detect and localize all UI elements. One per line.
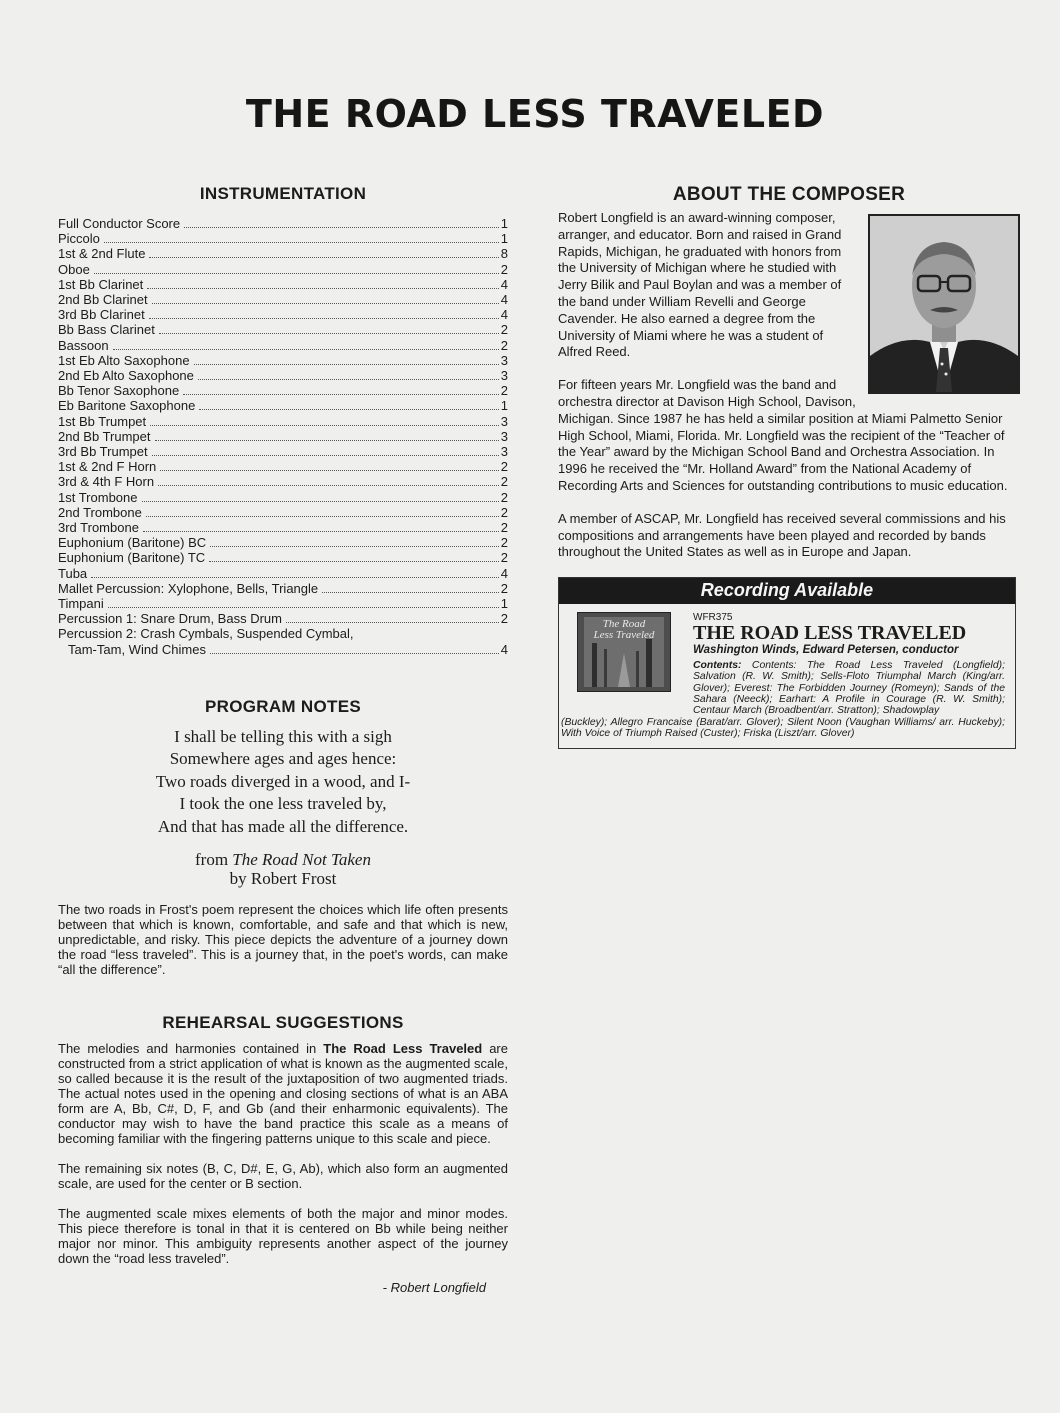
dot-leader — [94, 272, 499, 274]
instrument-count: 3 — [500, 352, 508, 368]
instrument-name: 3rd & 4th F Horn — [58, 474, 155, 490]
dot-leader — [210, 652, 499, 654]
instrument-name: Euphonium (Baritone) TC — [58, 550, 206, 566]
instrument-name: Oboe — [58, 261, 90, 277]
instrument-row — [58, 535, 508, 550]
about-heading: ABOUT THE COMPOSER — [672, 184, 906, 205]
signature: - Robert Longfield — [382, 1280, 486, 1296]
instrument-name: Bb Tenor Saxophone — [58, 383, 180, 399]
rehearsal-paragraph-1 — [58, 1041, 508, 1146]
instrument-row — [58, 505, 508, 520]
dot-leader — [149, 256, 498, 258]
instrument-count: 8 — [500, 246, 508, 262]
instrument-name: 1st Bb Trumpet — [58, 413, 147, 429]
instrumentation-heading: INSTRUMENTATION — [199, 184, 367, 203]
recording-box — [558, 577, 1016, 749]
instrument-name: 1st Bb Clarinet — [58, 276, 144, 292]
instrument-count: 3 — [500, 368, 508, 384]
dot-leader — [322, 591, 499, 593]
instrument-name: 2nd Bb Clarinet — [58, 292, 148, 308]
dot-leader — [152, 454, 499, 456]
instrument-count: 4 — [500, 307, 508, 323]
instrument-count: 2 — [500, 383, 508, 399]
rehearsal-p1-prefix: The melodies and harmonies contained in — [58, 1041, 324, 1057]
rehearsal-p1-title: The Road Less Traveled — [323, 1041, 483, 1057]
recording-header: Recording Available — [559, 578, 1015, 604]
instrument-count: 3 — [500, 444, 508, 460]
instrument-row — [58, 292, 508, 307]
instrument-name: 1st & 2nd Flute — [58, 246, 146, 262]
dot-leader — [184, 226, 499, 228]
instrument-name-continued: Tam-Tam, Wind Chimes — [68, 641, 206, 657]
instrument-count: 2 — [500, 611, 508, 627]
program-notes-section — [58, 697, 508, 978]
poem-source-title: The Road Not Taken — [232, 850, 371, 870]
dot-leader — [91, 576, 499, 578]
instrument-row — [58, 368, 508, 383]
rehearsal-p1-rest: are constructed from a strict application of what is known as the augmented scale, so called because it is the result of the juxtaposition of two augmented triads. The actual notes used in the opening and closing sections of what is an ABA form are A, Bb, C#, D, F, and Gb (and their enharmonic equivalents). The conductor may wish to have the band practice this scale as a means of becoming familiar with the fingering patterns unique to this scale and piece. — [58, 1041, 508, 1147]
contents-text: Contents: The Road Less Traveled (Longfield); Salvation (R. W. Smith); Sells-Floto Triumphal March (King/arr. Glover); Everest: The Forbidden Journey (Romeyn); Sands of the Sahara (Neeck); Earhart: A Profile in Courage (R. W. Smith); Centaur March (Broadbent/arr. Stratton); Shadowplay — [693, 660, 1005, 717]
instrument-count: 2 — [500, 580, 508, 596]
dot-leader — [146, 515, 499, 517]
instrumentation-list — [58, 216, 508, 657]
dot-leader — [199, 408, 498, 410]
instrument-name: Mallet Percussion: Xylophone, Bells, Triangle — [58, 580, 319, 596]
instrument-count: 4 — [500, 276, 508, 292]
contents-part-2: (Buckley); Allegro Francaise (Barat/arr. Glover); Silent Noon (Vaughan Williams/ arr. Huckeby); With Voice of Triumph Raised (Custer); Friska (Liszt/arr. Glover) — [561, 716, 1005, 739]
instrument-count: 2 — [500, 337, 508, 353]
instrument-row — [58, 429, 508, 444]
instrument-row — [58, 383, 508, 398]
instrument-name: Bb Bass Clarinet — [58, 322, 155, 338]
program-notes-heading: PROGRAM NOTES — [205, 696, 361, 716]
instrument-row — [58, 596, 508, 611]
dot-leader — [158, 484, 499, 486]
dot-leader — [150, 424, 499, 426]
instrument-name: Percussion 2: Crash Cymbals, Suspended Cymbal, — [58, 626, 354, 642]
instrument-row — [58, 353, 508, 368]
instrument-row — [58, 490, 508, 505]
dot-leader — [198, 378, 499, 380]
cd-title-line: Less Traveled — [593, 629, 655, 642]
instrument-name: Piccolo — [58, 231, 100, 247]
contents-part-1 — [693, 660, 1005, 716]
instrument-row — [58, 322, 508, 337]
dot-leader — [159, 332, 499, 334]
dot-leader — [142, 500, 499, 502]
instrument-count: 2 — [500, 474, 508, 490]
instrument-count: 3 — [500, 428, 508, 444]
dot-leader — [147, 287, 499, 289]
instrument-count: 4 — [500, 565, 508, 581]
instrument-row — [58, 216, 508, 231]
poem-line: And that has made all the difference. — [157, 816, 409, 836]
instrument-name: 1st Eb Alto Saxophone — [58, 352, 190, 368]
instrument-row — [58, 414, 508, 429]
instrument-row — [58, 231, 508, 246]
instrument-row — [58, 626, 508, 641]
instrument-count: 2 — [500, 322, 508, 338]
rehearsal-paragraph-3: The augmented scale mixes elements of both the major and minor modes. This piece therefore is tonal in that it is centered on Bb while being neither major nor minor. This ambiguity represents another aspect of the journey down the “road less traveled”. — [58, 1206, 508, 1267]
instrument-name: 2nd Eb Alto Saxophone — [58, 368, 194, 384]
instrument-row — [58, 246, 508, 261]
dot-leader — [143, 530, 499, 532]
instrument-row — [58, 444, 508, 459]
cd-title-line: The Road — [602, 618, 646, 631]
instrument-count: 1 — [500, 398, 508, 414]
page-title: THE ROAD LESS TRAVELED — [245, 92, 825, 136]
poem-source — [58, 850, 508, 869]
about-section — [558, 184, 1020, 561]
poem-line: I took the one less traveled by, — [179, 794, 387, 814]
poem — [58, 726, 508, 839]
recording-body — [559, 604, 1015, 748]
program-notes-paragraph: The two roads in Frost's poem represent the choices which life often presents between that which is known, comfortable, and safe and that which is new, unpredictable, and risky. This piece depicts the adventure of a journey down the road “less traveled”. This is a journey that, in the poet's words, can make “all the difference”. — [58, 902, 508, 978]
instrument-row — [58, 474, 508, 489]
instrument-name: 1st Trombone — [58, 489, 138, 505]
dot-leader — [209, 560, 499, 562]
composer-photo — [868, 214, 1020, 394]
dot-leader — [152, 302, 499, 304]
instrument-name: Euphonium (Baritone) BC — [58, 535, 207, 551]
dot-leader — [286, 621, 499, 623]
instrument-row — [58, 642, 508, 657]
instrument-count: 2 — [500, 459, 508, 475]
instrument-count: 2 — [500, 504, 508, 520]
from-prefix: from — [195, 850, 233, 870]
instrument-count: 3 — [500, 413, 508, 429]
catalog-code: WFR375 — [693, 612, 733, 624]
recording-info — [693, 612, 1005, 716]
instrument-name: 3rd Bb Trumpet — [58, 444, 148, 460]
dot-leader — [183, 393, 499, 395]
instrument-row — [58, 566, 508, 581]
performers: Washington Winds, Edward Petersen, conductor — [693, 644, 959, 657]
dot-leader — [194, 363, 499, 365]
instrument-name: Bassoon — [58, 337, 109, 353]
dot-leader — [149, 317, 499, 319]
instrument-count: 2 — [500, 489, 508, 505]
instrument-row — [58, 277, 508, 292]
dot-leader — [210, 545, 499, 547]
rehearsal-heading: REHEARSAL SUGGESTIONS — [162, 1013, 404, 1033]
about-text — [558, 210, 1020, 561]
composer-portrait-icon — [870, 216, 1018, 392]
instrument-row — [58, 398, 508, 413]
about-paragraph-1: Robert Longfield is an award-winning composer, arranger, and educator. Born and raised in Grand Rapids, Michigan, he graduated with honors from the University of Michigan where he studied with Jerry Bilik and Paul Boylan and was a member of the band under William Revelli and George Cavender. He also earned a degree from the University of Miami where he was a student of Alfred Reed. — [558, 210, 842, 360]
instrument-count: 2 — [500, 261, 508, 277]
instrument-count: 1 — [500, 216, 508, 231]
about-paragraph-2: For fifteen years Mr. Longfield was the band and orchestra director at Davison High School, Davison, Michigan. Since 1987 he has held a similar position at Miami Palmetto Senior High School, Miami, Florida. Mr. Longfield was the recipient of the “Teacher of the Year” award by the Michigan School Band and Orchestra Association. In 1996 he received the “Mr. Holland Award” from the National Academy of Recording Arts and Sciences for outstanding contributions to music education. — [558, 377, 1008, 493]
instrument-row — [58, 581, 508, 596]
instrument-name: Eb Baritone Saxophone — [58, 398, 196, 414]
instrument-row — [58, 338, 508, 353]
instrument-count: 2 — [500, 550, 508, 566]
instrument-name: Full Conductor Score — [58, 216, 181, 231]
instrument-count: 1 — [500, 596, 508, 612]
instrument-name: 3rd Bb Clarinet — [58, 307, 145, 323]
cd-title — [578, 619, 670, 641]
album-title: THE ROAD LESS TRAVELED — [693, 622, 967, 645]
instrument-count: 2 — [500, 520, 508, 536]
instrument-name: 1st & 2nd F Horn — [58, 459, 157, 475]
instrument-count: 4 — [500, 641, 508, 657]
cd-cover — [577, 612, 671, 692]
instrument-count: 2 — [500, 535, 508, 551]
instrument-row — [58, 520, 508, 535]
instrument-name: 3rd Trombone — [58, 520, 139, 536]
instrument-row — [58, 550, 508, 565]
dot-leader — [155, 439, 499, 441]
instrument-row — [58, 307, 508, 322]
rehearsal-paragraph-2: The remaining six notes (B, C, D#, E, G, Ab), which also form an augmented scale, are used for the center or B section. — [58, 1161, 508, 1192]
instrument-name: Percussion 1: Snare Drum, Bass Drum — [58, 611, 282, 627]
dot-leader — [160, 469, 498, 471]
instrument-count: 4 — [500, 292, 508, 308]
poem-line: I shall be telling this with a sigh — [174, 726, 392, 746]
instrument-row — [58, 459, 508, 474]
contents-label: Contents: — [693, 660, 742, 672]
instrument-name: Timpani — [58, 596, 104, 612]
poem-line: Two roads diverged in a wood, and I- — [155, 771, 411, 791]
about-paragraph-3: A member of ASCAP, Mr. Longfield has received several commissions and his compositions and arrangements have been played and recorded by bands throughout the United States as well as in Europe and Japan. — [558, 510, 1006, 560]
poem-line: Somewhere ages and ages hence: — [169, 749, 397, 769]
rehearsal-section — [58, 1013, 508, 1295]
poem-author: by Robert Frost — [229, 869, 337, 889]
instrument-count: 1 — [500, 231, 508, 247]
left-column — [58, 184, 508, 1295]
instrument-name: Tuba — [58, 565, 88, 581]
poem-attribution — [58, 850, 508, 888]
dot-leader — [108, 606, 499, 608]
right-column — [558, 184, 1020, 749]
instrument-name: 2nd Trombone — [58, 504, 142, 520]
instrument-row — [58, 611, 508, 626]
dot-leader — [113, 348, 499, 350]
instrument-name: 2nd Bb Trumpet — [58, 428, 151, 444]
dot-leader — [104, 241, 499, 243]
instrument-row — [58, 262, 508, 277]
